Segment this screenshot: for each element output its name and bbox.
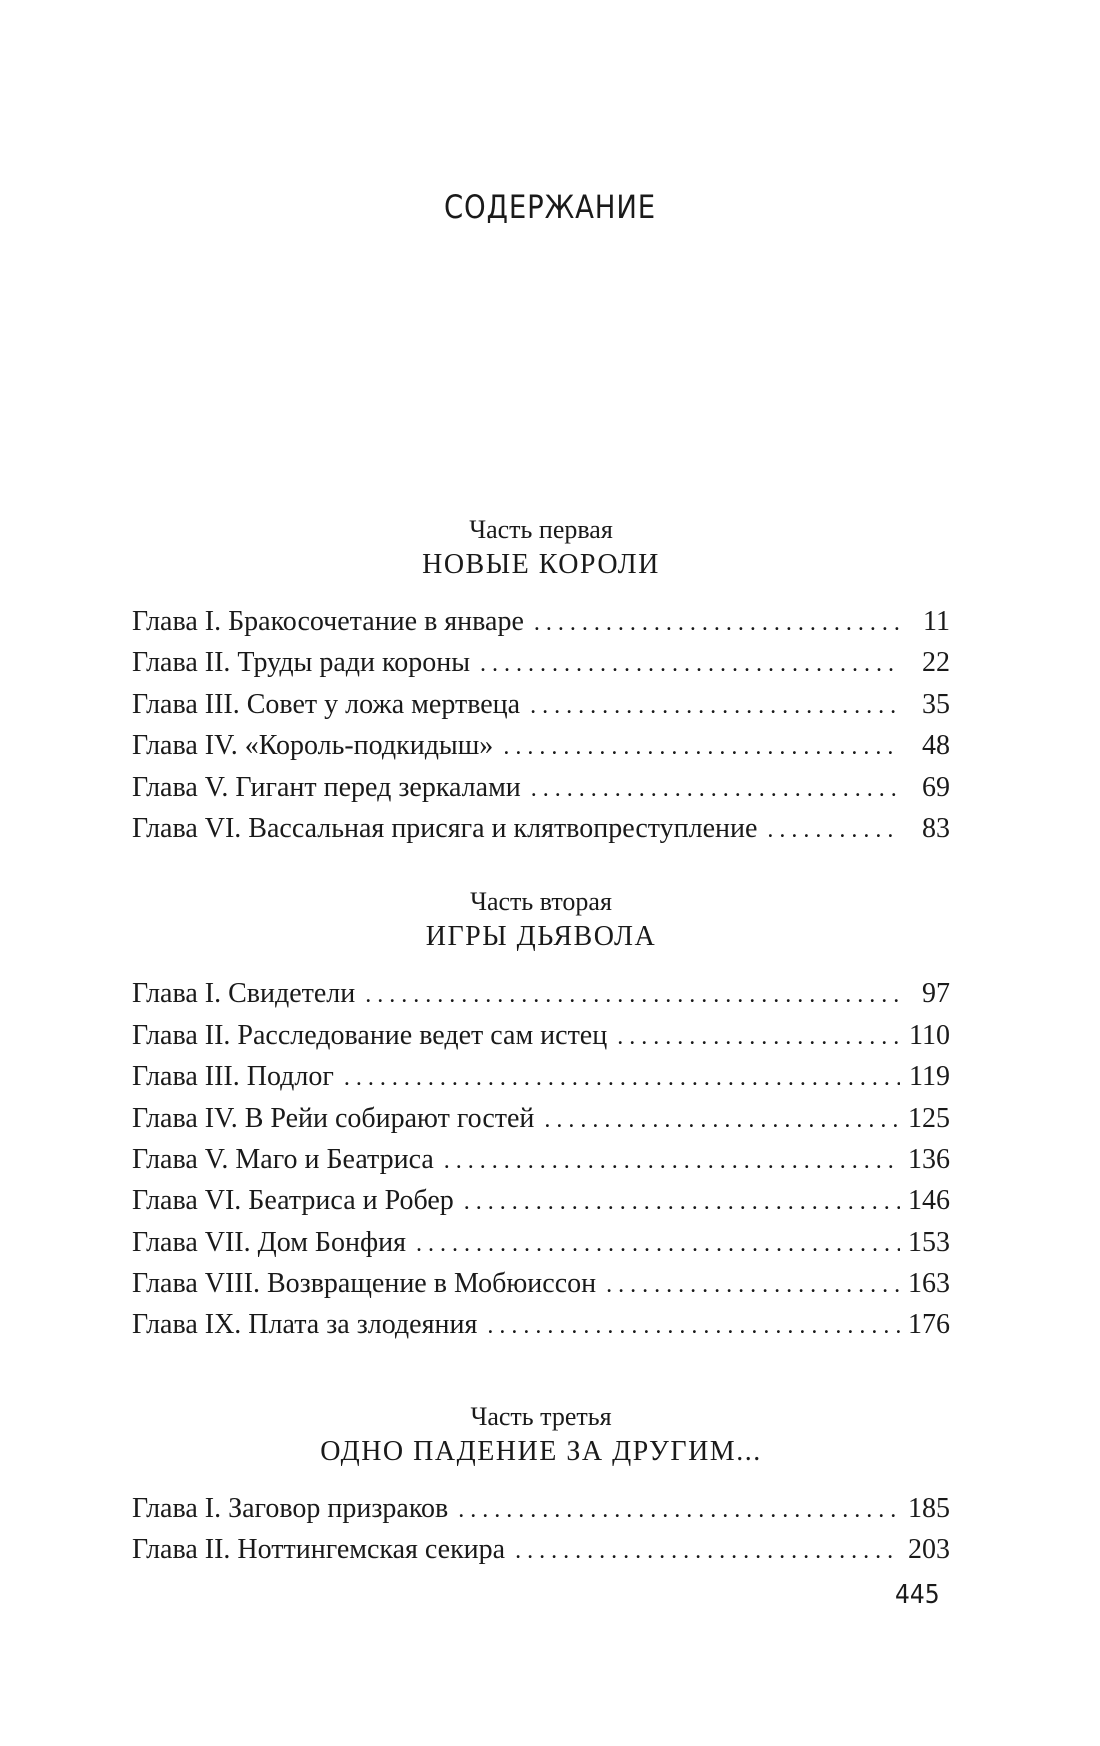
chapter-entry[interactable] — [132, 684, 950, 725]
chapter-title: Глава IV. В Рейи собирают гостей — [132, 1102, 535, 1134]
dot-leader — [503, 727, 900, 768]
chapter-entry[interactable] — [132, 1488, 950, 1529]
chapter-entry[interactable] — [132, 1304, 950, 1345]
chapter-page: 83 — [922, 812, 950, 844]
chapter-title: Глава V. Маго и Беатриса — [132, 1143, 434, 1175]
chapter-entry[interactable] — [132, 1222, 950, 1263]
dot-leader — [606, 1265, 900, 1306]
dot-leader — [530, 686, 900, 727]
dot-leader — [458, 1490, 900, 1531]
chapter-list — [132, 973, 950, 1346]
chapter-page: 48 — [922, 730, 950, 762]
chapter-title: Глава II. Труды ради короны — [132, 647, 471, 679]
part-title: НОВЫЕ КОРОЛИ — [422, 549, 660, 580]
chapter-entry[interactable] — [132, 973, 950, 1014]
chapter-page: 163 — [908, 1268, 950, 1300]
chapter-entry[interactable] — [132, 1180, 950, 1221]
chapter-entry[interactable] — [132, 1098, 950, 1139]
chapter-entry[interactable] — [132, 725, 950, 766]
chapter-page: 203 — [908, 1534, 950, 1566]
part-title: ИГРЫ ДЬЯВОЛА — [425, 921, 657, 953]
chapter-page: 125 — [908, 1102, 950, 1134]
dot-leader — [464, 1182, 900, 1223]
part-title: ОДНО ПАДЕНИЕ ЗА ДРУГИМ... — [320, 1435, 762, 1467]
part-label: Часть первая — [469, 515, 613, 544]
dot-leader — [365, 975, 900, 1016]
chapter-title: Глава II. Расследование ведет сам истец — [132, 1019, 608, 1051]
chapter-page: 69 — [922, 771, 950, 803]
chapter-title: Глава I. Заговор призраков — [132, 1492, 449, 1524]
chapter-entry[interactable] — [132, 601, 950, 642]
chapter-title: Глава III. Подлог — [132, 1061, 334, 1093]
chapter-entry[interactable] — [132, 642, 950, 683]
chapter-title: Глава I. Свидетели — [132, 978, 356, 1010]
chapter-title: Глава II. Ноттингемская секира — [132, 1534, 506, 1566]
chapter-page: 146 — [908, 1185, 950, 1217]
dot-leader — [617, 1017, 900, 1058]
chapter-entry[interactable] — [132, 1056, 950, 1097]
chapter-page: 153 — [908, 1226, 950, 1258]
chapter-page: 185 — [908, 1492, 950, 1524]
dot-leader — [531, 769, 900, 810]
chapter-entry[interactable] — [132, 767, 950, 808]
chapter-page: 176 — [908, 1309, 950, 1341]
page-title: СОДЕРЖАНИЕ — [443, 188, 657, 226]
chapter-page: 35 — [922, 688, 950, 720]
chapter-page: 97 — [922, 978, 950, 1010]
chapter-page: 11 — [923, 606, 950, 637]
part-2 — [132, 885, 950, 1346]
dot-leader — [544, 1100, 900, 1141]
chapter-title: Глава VIII. Возвращение в Мобюиссон — [132, 1268, 597, 1300]
chapter-title: Глава V. Гигант перед зеркалами — [132, 771, 521, 803]
chapter-page: 110 — [909, 1019, 950, 1051]
dot-leader — [444, 1141, 900, 1182]
dot-leader — [515, 1531, 900, 1572]
part-1 — [132, 513, 950, 849]
dot-leader — [487, 1306, 900, 1347]
part-label: Часть третья — [470, 1401, 612, 1431]
chapter-title: Глава IV. «Король-подкидыш» — [132, 730, 494, 762]
chapter-entry[interactable] — [132, 1263, 950, 1304]
dot-leader — [416, 1224, 900, 1265]
dot-leader — [534, 603, 900, 644]
dot-leader — [344, 1058, 900, 1099]
chapter-title: Глава IX. Плата за злодеяния — [132, 1309, 478, 1341]
page-number: 445 — [895, 1580, 940, 1610]
chapter-title: Глава I. Бракосочетание в январе — [132, 606, 524, 637]
dot-leader — [480, 644, 900, 685]
dot-leader — [767, 810, 900, 851]
part-3 — [132, 1400, 950, 1571]
chapter-entry[interactable] — [132, 1015, 950, 1056]
table-of-contents — [132, 513, 950, 1571]
chapter-title: Глава VI. Вассальная присяга и клятвопреступление — [132, 812, 758, 844]
chapter-entry[interactable] — [132, 1529, 950, 1570]
chapter-page: 119 — [909, 1061, 950, 1093]
chapter-title: Глава VII. Дом Бонфия — [132, 1226, 406, 1258]
chapter-page: 136 — [908, 1143, 950, 1175]
chapter-entry[interactable] — [132, 1139, 950, 1180]
chapter-entry[interactable] — [132, 808, 950, 849]
part-label: Часть вторая — [470, 887, 612, 917]
chapter-title: Глава III. Совет у ложа мертвеца — [132, 688, 521, 720]
chapter-title: Глава VI. Беатриса и Робер — [132, 1185, 454, 1217]
chapter-list — [132, 1488, 950, 1571]
chapter-page: 22 — [922, 647, 950, 679]
chapter-list — [132, 601, 950, 849]
